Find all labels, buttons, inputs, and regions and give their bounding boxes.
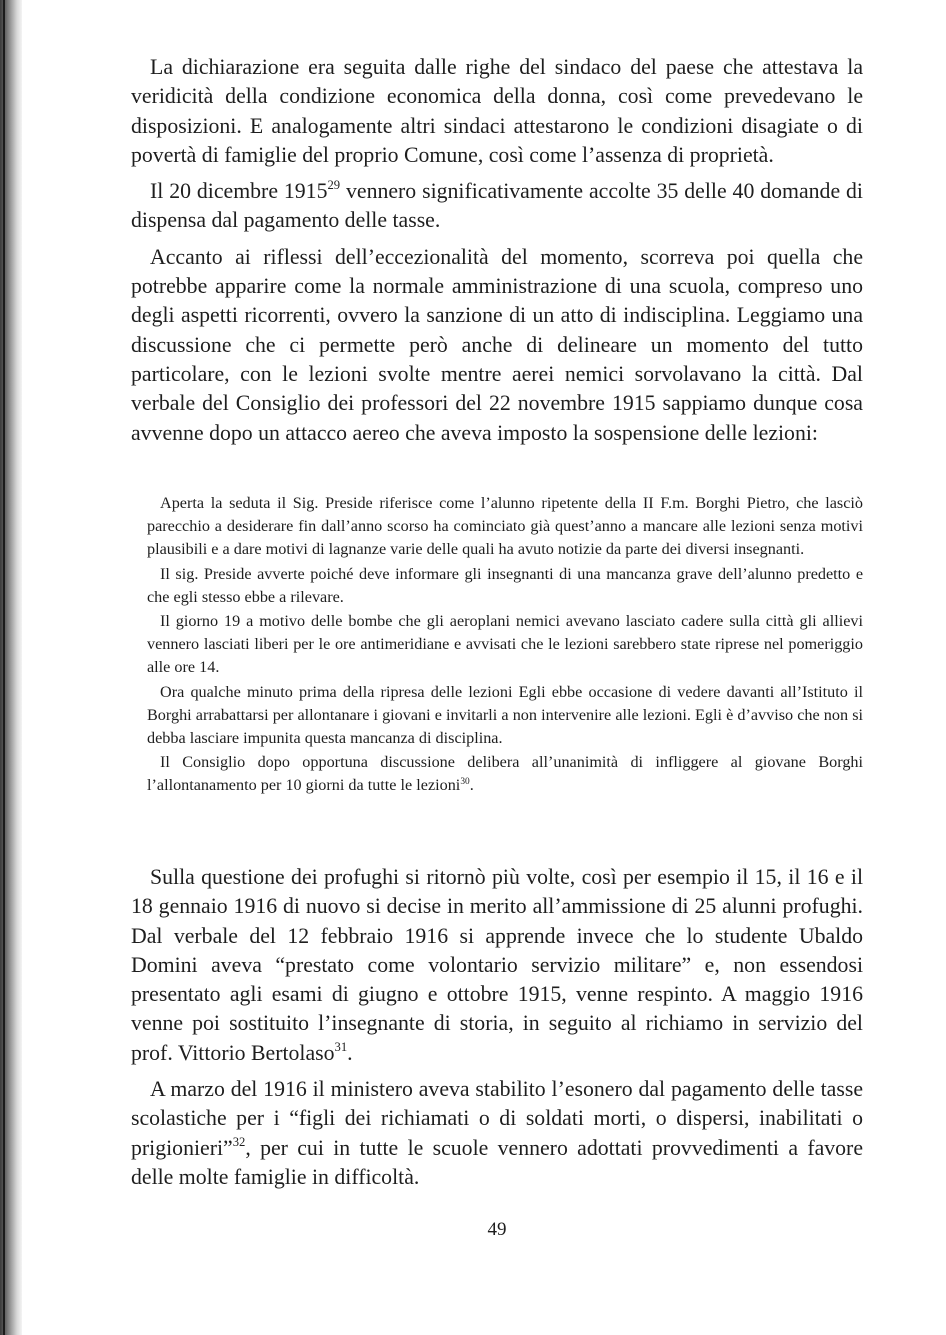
quote-paragraph: Il giorno 19 a motivo delle bombe che gli aeroplani nemici avevano lasciato cadere sulla città gli allievi vennero lasciati liberi per le ore antimeridiane e avvisati che le lezioni sarebbero state riprese nel pomeriggio alle ore 14. — [147, 612, 863, 677]
paragraph-profughi — [131, 863, 863, 1068]
quote-paragraph: Aperta la seduta il Sig. Preside riferisce come l’alunno ripetente della II F.m. Borghi Pietro, che lasciò parecchio a desiderare fin dall’anno scorso ha cominciato già quest’anno a mancare alle lezioni senza motivi plausibili e a dare motivi di lagnanze varie delle quali ha avuto notizie da parte dei diversi insegnanti. — [147, 494, 863, 559]
paragraph-dichiarazione: La dichiarazione era seguita dalle righe del sindaco del paese che attestava la veridicità della condizione economica della donna, così come prevedevano le disposizioni. E analogamente altri sindaci attestarono le condizioni disagiate o di povertà di famiglie del proprio Comune, così come l’assenza di proprietà. — [131, 55, 863, 167]
quote-paragraph: Il sig. Preside avverte poiché deve informare gli insegnanti di una mancanza grave dell’alunno predetto e che egli stesso ebbe a rilevare. — [147, 564, 863, 606]
paragraph-text: Il 20 dicembre 1915 — [150, 179, 328, 204]
paragraph-marzo-1916 — [131, 1075, 863, 1192]
quote-paragraph — [147, 751, 863, 797]
footnote-ref-32[interactable]: 32 — [232, 1134, 246, 1149]
book-binding-edge — [3, 0, 5, 1335]
paragraph-text: , per cui in tutte le scuole vennero adottati provvedimenti a favore delle molte famiglie in difficoltà. — [131, 1135, 863, 1189]
block-quote-verbale — [147, 492, 863, 799]
paragraph-text: A marzo del 1916 il ministero aveva stabilito l’esonero dal pagamento delle tasse scolastiche per i “figli dei richiamati o di soldati morti, o dispersi, inabilitati o prigionieri” — [131, 1077, 863, 1160]
paragraph-text: . — [347, 1040, 353, 1065]
body-text-top — [131, 53, 863, 448]
paragraph-eccezionalita: Accanto ai riflessi dell’eccezionalità del momento, scorreva poi quella che potrebbe apparire come la normale amministrazione di una scuola, compreso uno degli aspetti ricorrenti, ovvero la sanzione di un atto di indisciplina. Leggiamo una discussione che ci permette però anche di delineare un momento del tutto particolare, con le lezioni svolte mentre aerei nemici sorvolavano la città. Dal verbale del Consiglio dei professori del 22 novembre 1915 sappiamo dunque cosa avvenne dopo un attacco aereo che aveva imposto la sospensione delle lezioni: — [131, 244, 863, 445]
quote-text: Il Consiglio dopo opportuna discussione delibera all’unanimità di infliggere al giovane Borghi l’allontanamento per 10 giorni da tutte le lezioni — [147, 753, 863, 795]
paragraph-dicembre-1915 — [131, 177, 863, 236]
body-text-bottom — [131, 863, 863, 1192]
quote-text: . — [469, 776, 474, 795]
paragraph-text: vennero significativamente accolte 35 delle 40 domande di dispensa dal pagamento delle tasse. — [131, 179, 863, 233]
footnote-ref-30[interactable]: 30 — [460, 776, 470, 787]
quote-paragraph: Ora qualche minuto prima della ripresa delle lezioni Egli ebbe occasione di vedere davanti all’Istituto il Borghi arrabattarsi per allontanare i giovani e invitarli a non intervenire alle lezioni. Egli è d’avviso che non si debba lasciare impunita questa mancanza di disciplina. — [147, 682, 863, 748]
footnote-ref-29[interactable]: 29 — [327, 178, 341, 193]
footnote-ref-31[interactable]: 31 — [334, 1039, 348, 1054]
paragraph-text: Sulla questione dei profughi si ritornò più volte, così per esempio il 15, il 16 e il 18 gennaio 1916 di nuovo si decise in merito all’ammissione di 25 alunni profughi. Dal verbale del 12 febbraio 1916 si apprende invece che lo studente Ubaldo Domini aveva “prestato come volontario servizio militare” e, non essendosi presentato agli esami di giugno e ottobre 1915, venne respinto. A maggio 1916 venne poi sostituito l’insegnante di storia, in seguito al richiamo in servizio del prof. Vittorio Bertolaso — [131, 865, 863, 1065]
page-number: 49 — [487, 1219, 507, 1240]
